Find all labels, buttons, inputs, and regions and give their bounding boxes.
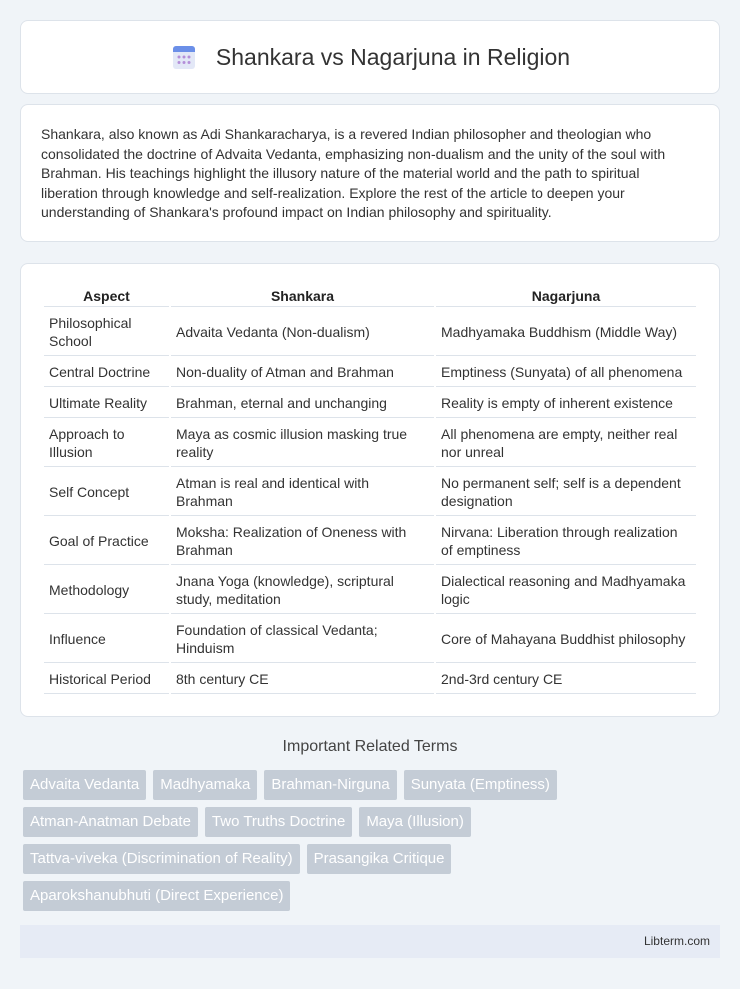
table-row	[44, 358, 696, 387]
comparison-table-card	[20, 263, 720, 717]
related-terms-list	[23, 770, 713, 911]
aspect-cell: Historical Period	[44, 665, 169, 694]
shankara-cell: Advaita Vedanta (Non-dualism)	[171, 309, 434, 356]
aspect-cell: Goal of Practice	[44, 518, 169, 565]
aspect-cell: Methodology	[44, 567, 169, 614]
table-row	[44, 567, 696, 614]
term-tag[interactable]: Tattva-viveka (Discrimination of Reality)	[23, 844, 300, 874]
table-row	[44, 665, 696, 694]
related-terms-heading: Important Related Terms	[282, 738, 458, 755]
aspect-cell: Philosophical School	[44, 309, 169, 356]
shankara-cell: Foundation of classical Vedanta; Hinduism	[171, 616, 434, 663]
nagarjuna-cell: No permanent self; self is a dependent designation	[436, 469, 696, 516]
comparison-table	[42, 284, 698, 696]
shankara-cell: 8th century CE	[171, 665, 434, 694]
aspect-cell: Central Doctrine	[44, 358, 169, 387]
table-row	[44, 518, 696, 565]
aspect-cell: Approach to Illusion	[44, 420, 169, 467]
term-tag[interactable]: Sunyata (Emptiness)	[404, 770, 557, 800]
page-title: Shankara vs Nagarjuna in Religion	[215, 43, 571, 70]
footer-brand-link[interactable]: Libterm.com	[643, 934, 710, 948]
term-tag[interactable]: Advaita Vedanta	[23, 770, 146, 800]
header-shankara: Shankara	[171, 286, 434, 307]
aspect-cell: Ultimate Reality	[44, 389, 169, 418]
table-row	[44, 309, 696, 356]
nagarjuna-cell: Core of Mahayana Buddhist philosophy	[436, 616, 696, 663]
nagarjuna-cell: Emptiness (Sunyata) of all phenomena	[436, 358, 696, 387]
footer	[20, 925, 720, 958]
table-row	[44, 469, 696, 516]
document-icon	[170, 43, 198, 71]
term-tag[interactable]: Madhyamaka	[153, 770, 257, 800]
shankara-cell: Atman is real and identical with Brahman	[171, 469, 434, 516]
shankara-cell: Moksha: Realization of Oneness with Brahman	[171, 518, 434, 565]
intro-text: Shankara, also known as Adi Shankaracharya, is a revered Indian philosopher and theologian who consolidated the doctrine of Advaita Vedanta, emphasizing non-dualism and the unity of the soul with Brahman. His teachings highlight the illusory nature of the material world and the path to spiritual liberation through knowledge and self-realization. Explore the rest of the article to deepen your understanding of Shankara's profound impact on Indian philosophy and spirituality.	[41, 126, 666, 221]
table-row	[44, 389, 696, 418]
header-nagarjuna: Nagarjuna	[436, 286, 696, 307]
table-row	[44, 616, 696, 663]
term-tag[interactable]: Maya (Illusion)	[359, 807, 471, 837]
shankara-cell: Non-duality of Atman and Brahman	[171, 358, 434, 387]
shankara-cell: Maya as cosmic illusion masking true reality	[171, 420, 434, 467]
aspect-cell: Self Concept	[44, 469, 169, 516]
term-tag[interactable]: Two Truths Doctrine	[205, 807, 352, 837]
term-tag[interactable]: Aparokshanubhuti (Direct Experience)	[23, 881, 290, 911]
nagarjuna-cell: 2nd-3rd century CE	[436, 665, 696, 694]
term-tag[interactable]: Prasangika Critique	[307, 844, 452, 874]
nagarjuna-cell: Reality is empty of inherent existence	[436, 389, 696, 418]
shankara-cell: Jnana Yoga (knowledge), scriptural study, meditation	[171, 567, 434, 614]
intro-card	[20, 104, 720, 242]
table-row	[44, 420, 696, 467]
nagarjuna-cell: Dialectical reasoning and Madhyamaka logic	[436, 567, 696, 614]
nagarjuna-cell: All phenomena are empty, neither real nor unreal	[436, 420, 696, 467]
term-tag[interactable]: Brahman-Nirguna	[264, 770, 396, 800]
title-card	[20, 20, 720, 94]
shankara-cell: Brahman, eternal and unchanging	[171, 389, 434, 418]
term-tag[interactable]: Atman-Anatman Debate	[23, 807, 198, 837]
nagarjuna-cell: Madhyamaka Buddhism (Middle Way)	[436, 309, 696, 356]
nagarjuna-cell: Nirvana: Liberation through realization of emptiness	[436, 518, 696, 565]
header-aspect: Aspect	[44, 286, 169, 307]
table-header-row	[44, 286, 696, 307]
aspect-cell: Influence	[44, 616, 169, 663]
